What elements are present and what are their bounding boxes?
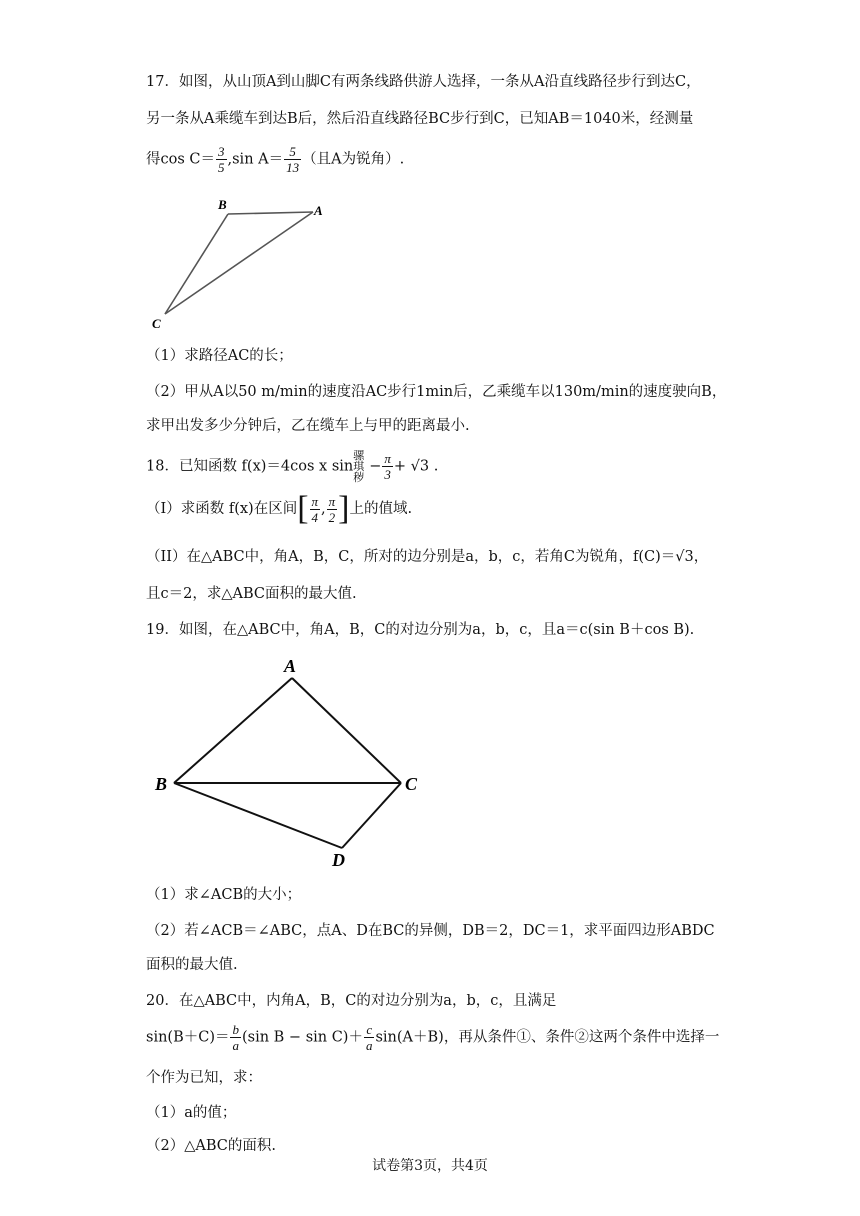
q17-part1: （1）求路径AC的长； bbox=[146, 348, 293, 364]
sin-numerator: 5 bbox=[284, 144, 301, 160]
interval-upper bbox=[327, 494, 338, 525]
edge-AC bbox=[165, 212, 313, 314]
q17-line1: 17．如图，从山顶A到山脚C有两条线路供游人选择，一条从A沿直线路径步行到达C， bbox=[146, 74, 701, 90]
q20-eq-middle: (sin B − sin C)＋ bbox=[241, 1029, 363, 1046]
right-bracket: ] bbox=[338, 490, 350, 527]
q18-garbled-glyphs: 骡 琪 秽 bbox=[353, 449, 365, 484]
q18-pi-over-3 bbox=[382, 451, 393, 482]
cos-numerator: 3 bbox=[218, 144, 225, 159]
vertex-label-D: D bbox=[332, 850, 345, 870]
q17-sin-fraction bbox=[284, 144, 301, 175]
q19-part2-line2: 面积的最大值. bbox=[146, 957, 238, 973]
sin-denominator: 13 bbox=[286, 160, 300, 175]
q20-part2: （2）△ABC的面积. bbox=[146, 1138, 276, 1154]
q17-part2-line2: 求甲出发多少分钟后，乙在缆车上与甲的距离最小. bbox=[146, 418, 470, 434]
vertex-label-C: C bbox=[152, 316, 161, 331]
q20-part1: （1）a的值； bbox=[146, 1105, 237, 1121]
q17-condition: （且A为锐角）. bbox=[302, 151, 405, 168]
q17-cos-fraction bbox=[216, 144, 227, 175]
q17-line2: 另一条从A乘缆车到达B后，然后沿直线路径BC步行到C，已知AB＝1040米，经测量 bbox=[146, 111, 694, 127]
interval-lower bbox=[310, 494, 321, 525]
q20-stem: 20．在△ABC中，内角A，B，C的对边分别为a，b，c，且满足 bbox=[146, 993, 557, 1009]
q19-part2-line1: （2）若∠ACB＝∠ABC，点A、D在BC的异侧，DB＝2，DC＝1，求平面四边形ABDC bbox=[146, 923, 715, 939]
interval-lower-den: 4 bbox=[311, 509, 319, 525]
q18-part1-text: （I）求函数 f(x)在区间 bbox=[146, 501, 298, 517]
q18-part2-line2: 且c＝2，求△ABC面积的最大值. bbox=[146, 586, 357, 602]
vertex-label-B: B bbox=[155, 774, 168, 794]
q20-equation bbox=[146, 1022, 719, 1053]
edge-AB bbox=[174, 678, 292, 783]
page-footer: 试卷第3页，共4页 bbox=[372, 1158, 488, 1174]
q17-triangle-figure bbox=[140, 192, 350, 337]
edge-AC bbox=[292, 678, 401, 783]
q18-part2-line1: （II）在△ABC中，角A，B，C，所对的边分别是a，b，c，若角C为锐角，f(C)＝√3， bbox=[146, 549, 709, 565]
frac1-numerator: b bbox=[232, 1022, 239, 1037]
vertex-label-C: C bbox=[405, 774, 418, 794]
q17-cos-label: 得cos C＝ bbox=[146, 151, 215, 168]
q18-minus: − bbox=[369, 458, 382, 475]
vertex-label-A: A bbox=[284, 656, 297, 676]
left-bracket: [ bbox=[297, 490, 309, 527]
q17-part2-line1: （2）甲从A以50 m/min的速度沿AC步行1min后，乙乘缆车以130m/min的速度驶向B， bbox=[146, 384, 727, 400]
interval-upper-den: 2 bbox=[328, 509, 336, 525]
edge-CD bbox=[342, 783, 401, 848]
pi-denominator: 3 bbox=[384, 467, 391, 482]
q18-function-def: 18．已知函数 f(x)＝4cos x sin bbox=[146, 458, 354, 475]
q18-part1: （I）求函数 f(x)在区间[ $\frac{\pi}{4}$ , $\frac{\pi}{2}$ ]上的值域. bbox=[146, 490, 413, 527]
edge-BC bbox=[165, 214, 228, 314]
vertex-label-B: B bbox=[218, 197, 227, 212]
q17-line3 bbox=[146, 144, 404, 175]
q18-stem-tail: + √3 . bbox=[393, 458, 439, 475]
q20-eq-lhs: sin(B＋C)＝ bbox=[146, 1029, 230, 1046]
frac1-denominator: a bbox=[232, 1038, 239, 1053]
pi-numerator: π bbox=[384, 451, 391, 466]
interval-lower-num: π bbox=[311, 493, 319, 509]
q18-part1-tail: 上的值域. bbox=[349, 501, 413, 517]
frac2-numerator: c bbox=[364, 1022, 375, 1038]
q19-quadrilateral-figure bbox=[150, 652, 430, 874]
interval-upper-num: π bbox=[328, 493, 336, 509]
q18-stem bbox=[146, 450, 438, 483]
q17-sin-label: ,sin A＝ bbox=[227, 151, 284, 168]
q19-part1: （1）求∠ACB的大小； bbox=[146, 887, 302, 903]
q20-eq-tail: sin(A＋B)，再从条件①、条件②这两个条件中选择一 bbox=[375, 1029, 720, 1046]
edge-BD bbox=[174, 783, 342, 848]
edge-BA bbox=[228, 212, 313, 214]
q20-b-over-a bbox=[230, 1022, 241, 1053]
frac2-denominator: a bbox=[365, 1038, 373, 1053]
cos-denominator: 5 bbox=[218, 160, 225, 175]
q20-c-over-a bbox=[364, 1022, 375, 1053]
q20-line3: 个作为已知，求： bbox=[146, 1070, 262, 1086]
vertex-label-A: A bbox=[314, 203, 323, 218]
q19-stem: 19．如图，在△ABC中，角A，B，C的对边分别为a，b，c，且a＝c(sin B＋cos B). bbox=[146, 622, 695, 638]
